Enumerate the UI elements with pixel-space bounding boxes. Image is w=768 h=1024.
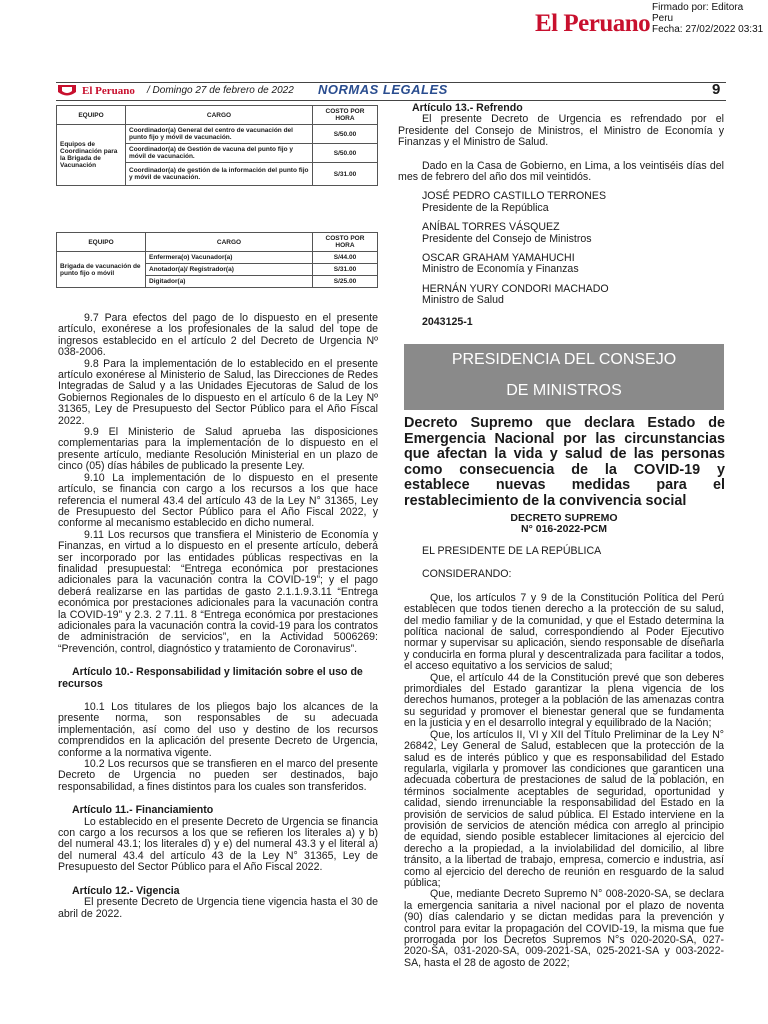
left-column bbox=[58, 313, 378, 920]
paragraph-12: El presente Decreto de Urgencia tiene vigencia hasta el 30 de abril de 2022. bbox=[58, 896, 378, 920]
signer bbox=[422, 222, 724, 245]
considerando-paragraph: Que, los artículos II, VI y XII del Título Preliminar de la Ley N° 26842, Ley General de Salud, establecen que la protección de la salud es de interés público y que es responsabilidad del Estado regularla, vigilarla y promover las condiciones que garanticen una adecuada cobertura de prestaciones de salud de la población, en términos socialmente aceptables de seguridad, oportunidad y calidad, siendo irrenunciable la responsabilidad del Estado en la provisión de servicios de salud pública. El Estado interviene en la provisión de servicios de atención médica con arreglo al principio de equidad, siendo posible establecer limitaciones al ejercicio del derecho a la propiedad, a la inviolabilidad del domicilio, al libre tránsito, a la libertad de trabajo, empresa, comercio e industria, así como al ejercicio del derecho de reunión en resguardo de la salud pública; bbox=[404, 728, 724, 889]
paragraph-9-10: 9.10 La implementación de lo dispuesto en el presente artículo, se financia con cargo a los recursos a los que hace referencia el numeral 43.4 del artículo 43 de la Ley N° 31365, Ley de Presupuesto del Sector Público para el Año Fiscal 2022, y conforme al mecanismo establecido en dicho numeral. bbox=[58, 471, 378, 530]
paragraph-9-9: 9.9 El Ministerio de Salud aprueba las disposiciones complementarias para la implementación de lo dispuesto en el presente artículo, mediante Resolución Ministerial en un plazo de cinco (05) días hábiles de publicado la presente Ley. bbox=[58, 426, 378, 473]
table-cell-equipo: Equipos de Coordinación para la Brigada de Vacunación bbox=[57, 125, 126, 186]
table-cell-costo: S/44.00 bbox=[313, 252, 378, 264]
header-brand: El Peruano bbox=[82, 85, 135, 97]
section-title: NORMAS LEGALES bbox=[318, 82, 448, 97]
table-cell-costo: S/50.00 bbox=[313, 144, 378, 163]
paragraph-10-2: 10.2 Los recursos que se transfieren en el marco del presente Decreto de Urgencia no pueden ser destinados, bajo responsabilidad, a fines distintos para los cuales son transferidos. bbox=[58, 758, 378, 793]
president-line: EL PRESIDENTE DE LA REPÚBLICA bbox=[422, 545, 602, 557]
el-peruano-logo: El Peruano bbox=[535, 10, 651, 37]
signer-name: HERNÁN YURY CONDORI MACHADO bbox=[422, 282, 609, 295]
article-13-heading: Artículo 13.- Refrendo bbox=[412, 102, 523, 114]
signer-name: ANÍBAL TORRES VÁSQUEZ bbox=[422, 221, 560, 234]
table-cell-cargo: Anotador(a)/ Registrador(a) bbox=[146, 264, 313, 276]
table-cell-costo: S/25.00 bbox=[313, 276, 378, 288]
table-header-cell: COSTO POR HORA bbox=[313, 106, 378, 125]
section-banner-line1: PRESIDENCIA DEL CONSEJO bbox=[451, 351, 677, 368]
paragraph-9-8: 9.8 Para la implementación de lo establecido en el presente artículo exonérese al Ministerio de Salud, las Direcciones de Redes Integradas de Salud y a las Unidades Ejecutoras de Salud de los Gobiernos Regionales de lo dispuesto en el artículo 6 de la Ley Nº 31365, Ley de Presupuesto del Sector Público para el Año Fiscal 2022. bbox=[58, 357, 378, 427]
section-banner bbox=[404, 344, 724, 410]
header-date: / Domingo 27 de febrero de 2022 bbox=[147, 85, 294, 96]
decree-title: Decreto Supremo que declara Estado de Emergencia Nacional por las circunstancias que afectan la vida y salud de las personas como consecuencia de la COVID-19 y establece nuevas medidas para el restablecimiento de la convivencia social bbox=[404, 415, 725, 509]
dado-paragraph: Dado en la Casa de Gobierno, en Lima, a los veintiséis días del mes de febrero del año dos mil veintidós. bbox=[398, 159, 724, 184]
decree-number bbox=[404, 513, 724, 535]
right-column-bottom bbox=[404, 546, 724, 969]
digital-signature bbox=[652, 2, 763, 35]
table-row bbox=[57, 125, 378, 144]
article-12-heading: Artículo 12.- Vigencia bbox=[72, 884, 180, 897]
paragraph-11: Lo establecido en el presente Decreto de Urgencia se financia con cargo a los recursos a los que se refieren los literales a) y b) del numeral 43.1; los literales d) y e) del numeral 43.3 y el literal a) del numeral 43.4 del artículo 43 de la Ley N° 31365, Ley de Presupuesto del Sector Público para el Año Fiscal 2022. bbox=[58, 815, 378, 874]
page-number: 9 bbox=[712, 81, 721, 98]
signer bbox=[422, 191, 724, 214]
right-column-top bbox=[398, 103, 724, 328]
table-cell-costo: S/31.00 bbox=[313, 163, 378, 186]
article-11-heading: Artículo 11.- Financiamiento bbox=[72, 804, 214, 817]
document-code: 2043125-1 bbox=[422, 315, 473, 328]
article-10-heading: Artículo 10.- Responsabilidad y limitación sobre el uso de recursos bbox=[58, 666, 363, 690]
table-cell-cargo: Enfermera(o) Vacunador(a) bbox=[146, 252, 313, 264]
considerando-line: CONSIDERANDO: bbox=[422, 568, 512, 581]
table-cell-cargo: Coordinador(a) General del centro de vacunación del punto fijo y móvil de vacunación. bbox=[126, 125, 313, 144]
table-header-cell: COSTO POR HORA bbox=[313, 233, 378, 252]
table-cell-costo: S/31.00 bbox=[313, 264, 378, 276]
signature-org: Peru bbox=[652, 13, 674, 24]
table-header-cell: EQUIPO bbox=[57, 106, 126, 125]
table-cell-cargo: Coordinador(a) de gestión de la información del punto fijo y móvil de vacunación. bbox=[126, 163, 313, 186]
signer-role: Ministro de Economía y Finanzas bbox=[422, 263, 579, 276]
signature-date: Fecha: 27/02/2022 03:31 bbox=[652, 24, 764, 35]
signer-role: Presidente del Consejo de Ministros bbox=[422, 232, 592, 245]
signer-role: Presidente de la República bbox=[422, 201, 549, 214]
signer-name: JOSÉ PEDRO CASTILLO TERRONES bbox=[422, 190, 607, 203]
shield-icon bbox=[56, 83, 78, 99]
table-header-cell: EQUIPO bbox=[57, 233, 146, 252]
cost-table-brigade bbox=[56, 232, 378, 288]
section-banner-line2: DE MINISTROS bbox=[506, 382, 622, 399]
header-rule-bottom bbox=[56, 100, 726, 101]
table-cell-cargo: Digitador(a) bbox=[146, 276, 313, 288]
table-cell-cargo: Coordinador(a) de Gestión de vacuna del punto fijo y móvil de vacunación. bbox=[126, 144, 313, 163]
table-row bbox=[57, 252, 378, 264]
signer-role: Ministro de Salud bbox=[422, 294, 504, 307]
table-header-row bbox=[57, 233, 378, 252]
table-header-row bbox=[57, 106, 378, 125]
paragraph-10-1: 10.1 Los titulares de los pliegos bajo los alcances de la presente norma, son responsables de su adecuada implementación, así como del uso y destino de los recursos comprendidos en la aplicación del presente Decreto de Urgencia, conforme a la normativa vigente. bbox=[58, 701, 378, 759]
cost-table-coordination bbox=[56, 105, 378, 186]
table-header-cell: CARGO bbox=[126, 106, 313, 125]
decree-code: N° 016-2022-PCM bbox=[521, 523, 607, 535]
signer-name: OSCAR GRAHAM YAMAHUCHI bbox=[422, 252, 575, 265]
table-cell-equipo: Brigada de vacunación de punto fijo o móvil bbox=[57, 252, 146, 288]
signature-signer: Firmado por: Editora bbox=[652, 2, 744, 13]
signer bbox=[422, 253, 724, 276]
paragraph-9-7: 9.7 Para efectos del pago de lo dispuesto en el presente artículo, exonérese a los profesionales de la salud del tope de ingresos establecido en el artículo 2 del Decreto de Urgencia Nº 038-2006. bbox=[58, 312, 378, 359]
considerando-paragraph: Que, los artículos 7 y 9 de la Constitución Política del Perú establecen que todos tienen derecho a la protección de su salud, del medio familiar y de la comunidad, y que el Estado determina la política nacional de salud, correspondiendo al Poder Ejecutivo normar y supervisar su aplicación, siendo responsable de diseñarla y conducirla en forma plural y descentralizada para facilitar a todos, el acceso equitativo a los servicios de salud; bbox=[404, 591, 724, 673]
decree-label: DECRETO SUPREMO bbox=[510, 512, 618, 524]
considerando-paragraph: Que, mediante Decreto Supremo N° 008-2020-SA, se declara la emergencia sanitaria a nivel nacional por el plazo de noventa (90) días calendario y se dictan medidas para la prevención y control para evitar la propagación del COVID-19, la misma que fue prorrogada por los Decretos Supremos N°s 020-2020-SA, 027-2020-SA, 031-2020-SA, 009-2021-SA, 025-2021-SA y 003-2022-SA, hasta el 28 de agosto de 2022; bbox=[404, 888, 724, 969]
paragraph-9-11: 9.11 Los recursos que transfiera el Ministerio de Economía y Finanzas, en virtud a lo dispuesto en el presente artículo, deberá ser incorporado por las entidades públicas respectivas en la finalidad presupuestal: “Entrega económica por prestaciones adicionales para la vacunación contra la COVID-19”; y el pago deberá realizarse en las partidas de gasto 2.1.1.9.3.11 “Entrega económica por prestaciones adicionales para la vacunación contra la COVID-19” y 2.3. 2 7.11. 8 “Entrega económica por prestaciones adicionales para la vacunación contra la covid-19 para los contratos de administración de servicios”, en la Actividad 5006269: “Prevención, control, diagnóstico y tratamiento de Coronavirus”. bbox=[58, 528, 378, 655]
signer bbox=[422, 284, 724, 307]
paragraph-13: El presente Decreto de Urgencia es refrendado por el Presidente del Consejo de Ministros, el Ministro de Economía y Finanzas y el Ministro de Salud. bbox=[398, 113, 724, 149]
considerando-paragraph: Que, el artículo 44 de la Constitución prevé que son deberes primordiales del Estado garantizar la plena vigencia de los derechos humanos, proteger a la población de las amenazas contra su seguridad y promover el bienestar general que se fundamenta en la justicia y en el desarrollo integral y equilibrado de la Nación; bbox=[404, 671, 724, 730]
table-header-cell: CARGO bbox=[146, 233, 313, 252]
table-cell-costo: S/50.00 bbox=[313, 125, 378, 144]
